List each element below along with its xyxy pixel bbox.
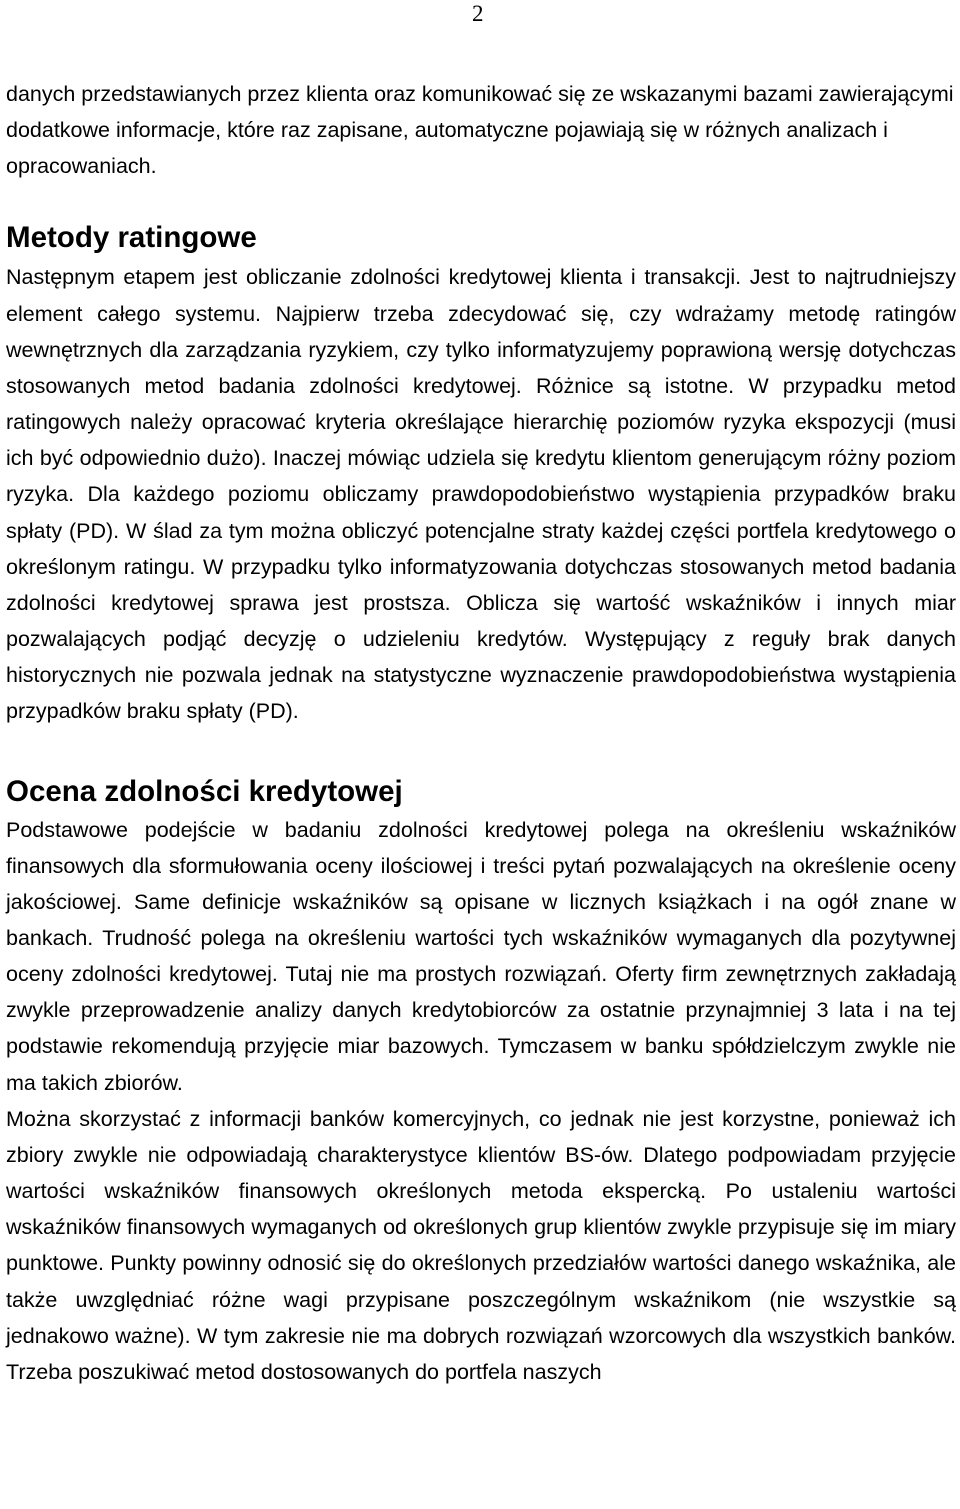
section-heading-methods: Metody ratingowe [6, 221, 257, 255]
assessment-paragraph-2: Można skorzystać z informacji banków komercyjnych, co jednak nie jest korzystne, ponieważ ich zbiory zwykle nie odpowiadają charakterystyce klientów BS-ów. Dlatego podpowiadam przyjęcie wartości wskaźników finansowych określonych metoda ekspercką. Po ustaleniu wartości wskaźników finansowych wymaganych od określonych grup klientów zwykle przypisuje się im miary punktowe. Punkty powinny odnosić się do określonych przedziałów wartości danego wskaźnika, ale także uwzględniać różne wagi przypisane poszczególnym wskaźnikom (nie wszystkie są jednakowo ważne). W tym zakresie nie ma dobrych rozwiązań wzorcowych dla wszystkich banków. Trzeba poszukiwać metod dostosowanych do portfela naszych [6, 1106, 956, 1384]
section-heading-assessment: Ocena zdolności kredytowej [6, 774, 403, 808]
document-body [6, 76, 956, 1390]
page-number: 2 [472, 1, 484, 26]
assessment-paragraph-1: Podstawowe podejście w badaniu zdolności kredytowej polega na określeniu wskaźników finansowych dla sformułowania oceny ilościowej i treści pytań pozwalających na określenie oceny jakościowej. Same definicje wskaźników są opisane w licznych książkach i na ogół znane w bankach. Trudność polega na określeniu wartości tych wskaźników wymaganych dla pozytywnej oceny zdolności kredytowej. Tutaj nie ma prostych rozwiązań. Oferty firm zewnętrznych zakładają zwykle przeprowadzenie analizy danych kredytobiorców za ostatnie przynajmniej 3 lata i na tej podstawie rekomendują przyjęcie miar bazowych. Tymczasem w banku spółdzielczym zwykle nie ma takich zbiorów. [6, 817, 956, 1095]
methods-paragraph: Następnym etapem jest obliczanie zdolności kredytowej klienta i transakcji. Jest to najtrudniejszy element całego systemu. Najpierw trzeba zdecydować się, czy wdrażamy metodę ratingów wewnętrznych dla zarządzania ryzykiem, czy tylko informatyzujemy poprawioną wersję dotychczas stosowanych metod badania zdolności kredytowej. Różnice są istotne. W przypadku metod ratingowych należy opracować kryteria określające hierarchię poziomów ryzyka ekspozycji (musi ich być odpowiednio dużo). Inaczej mówiąc udziela się kredytu klientom generującym różny poziom ryzyka. Dla każdego poziomu obliczamy prawdopodobieństwo wystąpienia przypadków braku spłaty (PD). W ślad za tym można obliczyć potencjalne straty każdej części portfela kredytowego o określonym ratingu. W przypadku tylko informatyzowania dotychczas stosowanych metod badania zdolności kredytowej sprawa jest prostsza. Oblicza się wartość wskaźników i innych miar pozwalających podjąć decyzję o udzieleniu kredytów. Występujący z reguły brak danych historycznych nie pozwala jednak na statystyczne wyznaczenie prawdopodobieństwa wystąpienia przypadków braku spłaty (PD). [6, 265, 956, 724]
intro-paragraph: danych przedstawianych przez klienta oraz komunikować się ze wskazanymi bazami zawierającymi dodatkowe informacje, które raz zapisane, automatyczne pojawiają się w różnych analizach i opracowaniach. [6, 82, 954, 179]
